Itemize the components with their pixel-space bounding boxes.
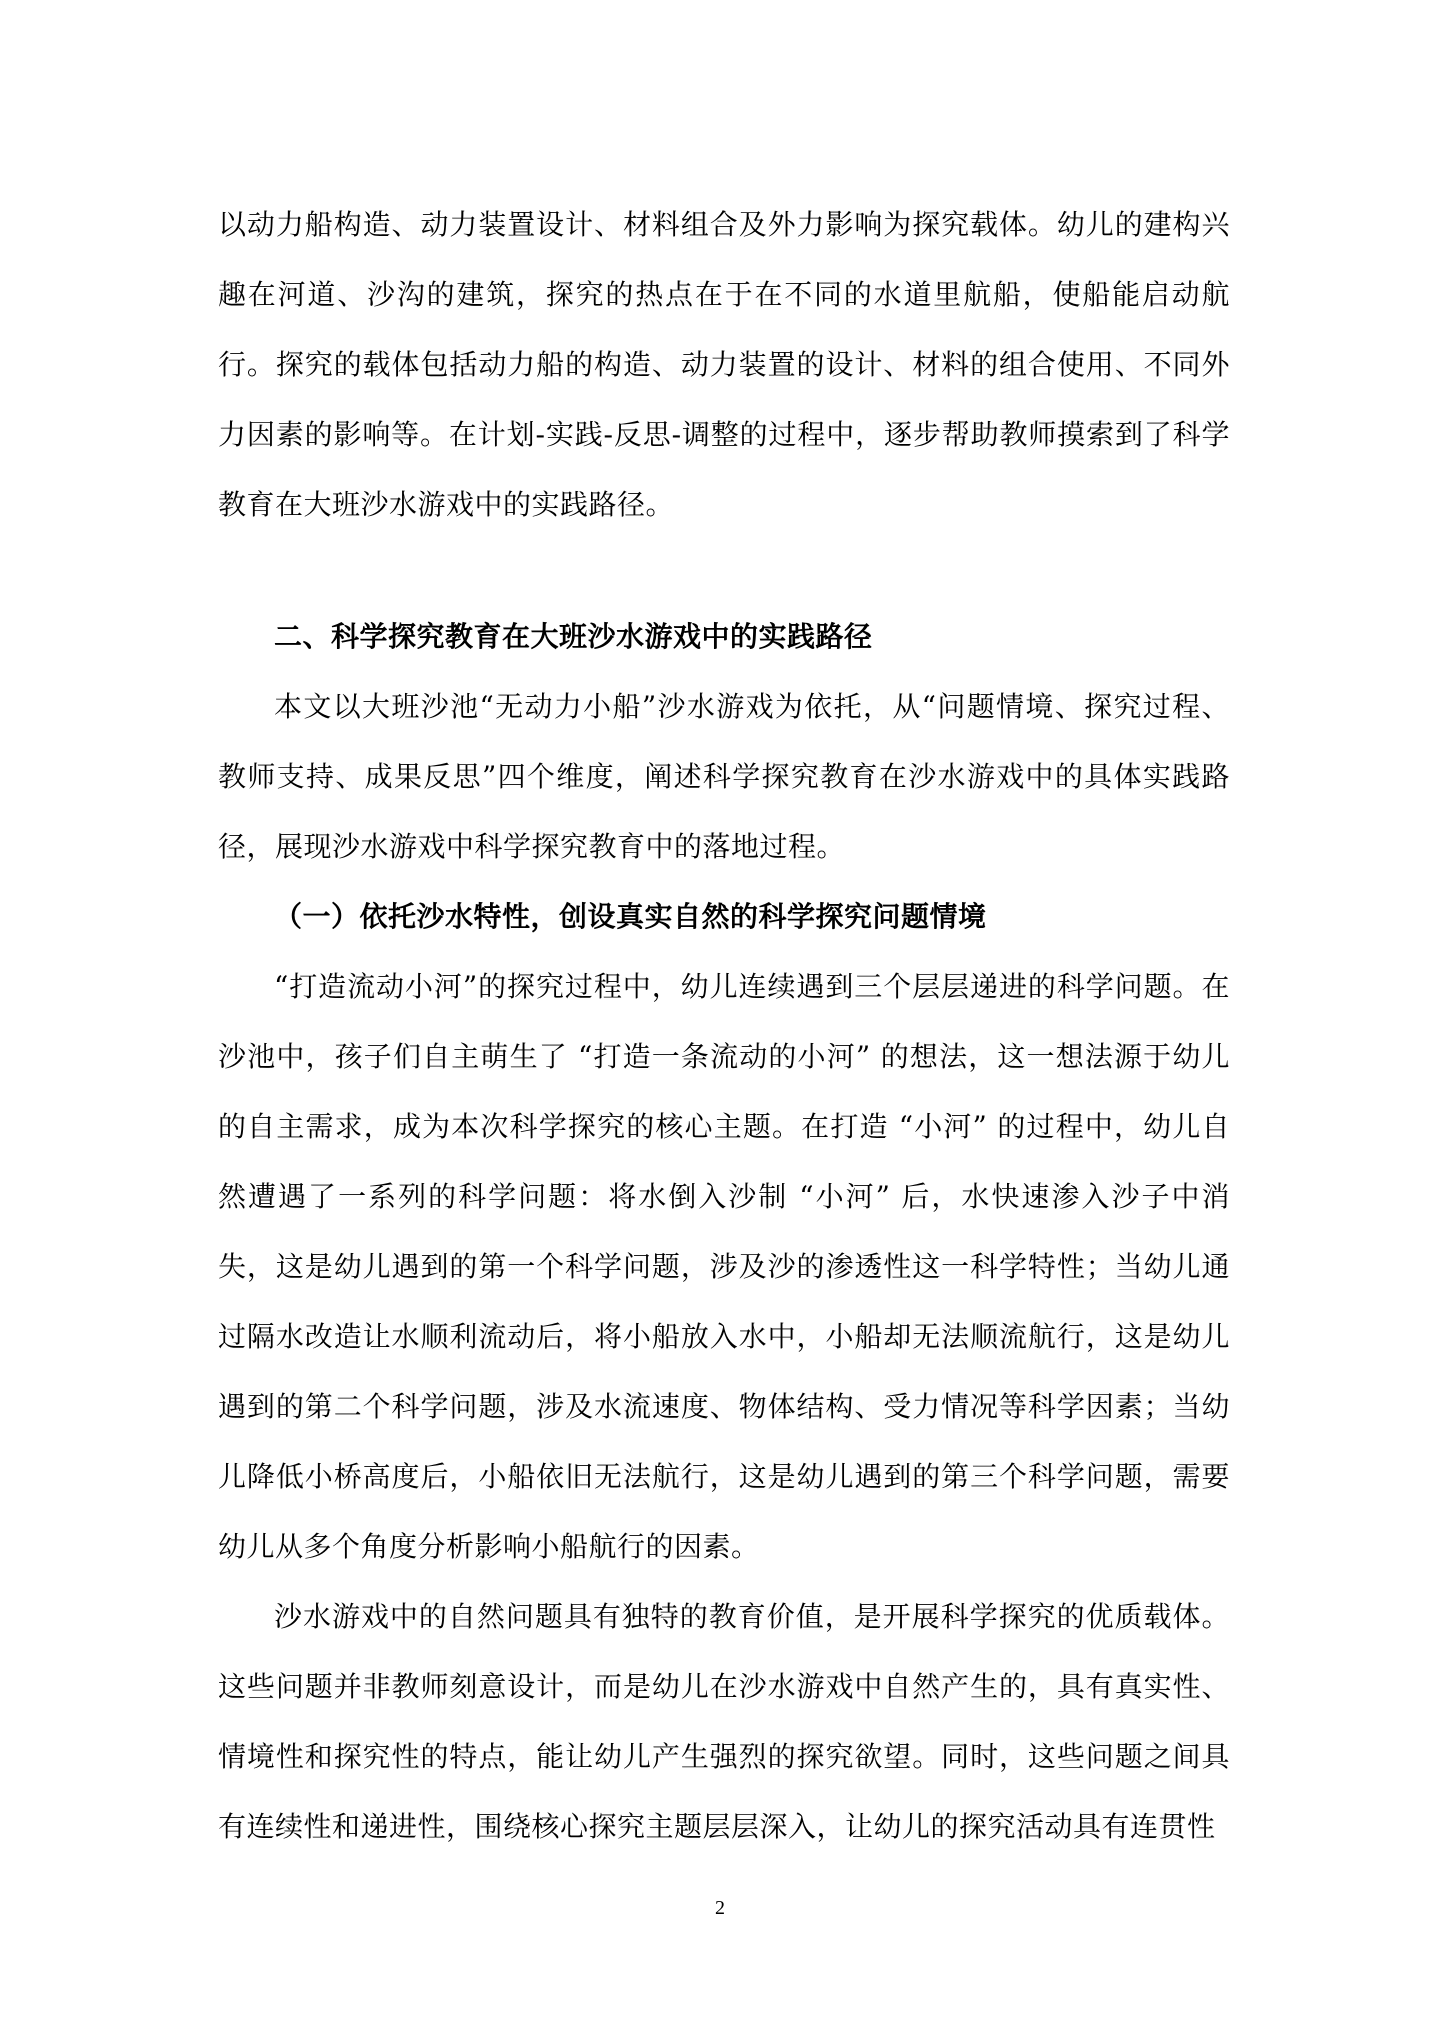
section-two-heading: 二、科学探究教育在大班沙水游戏中的实践路径 [274, 620, 873, 653]
subsection-one-paragraph-1: “打造流动小河”的探究过程中，幼儿连续遇到三个层层递进的科学问题。在沙池中，孩子们自主萌生了 “打造一条流动的小河” 的想法，这一想法源于幼儿的自主需求，成为本次科学探究的核心主题。在打造 “小河” 的过程中，幼儿自然遭遇了一系列的科学问题：将水倒入沙制 “小河” 后，水快速渗入沙子中消失，这是幼儿遇到的第一个科学问题，涉及沙的渗透性这一科学特性；当幼儿通过隔水改造让水顺利流动后，将小船放入水中，小船却无法顺流航行，这是幼儿遇到的第二个科学问题，涉及水流速度、物体结构、受力情况等科学因素；当幼儿降低小桥高度后，小船依旧无法航行，这是幼儿遇到的第三个科学问题，需要幼儿从多个角度分析影响小船航行的因素。 [218, 970, 1230, 1563]
intro-paragraph: 以动力船构造、动力装置设计、材料组合及外力影响为探究载体。幼儿的建构兴趣在河道、沙沟的建筑，探究的热点在于在不同的水道里航船，使船能启动航行。探究的载体包括动力船的构造、动力装置的设计、材料的组合使用、不同外力因素的影响等。在计划-实践-反思-调整的过程中，逐步帮助教师摸索到了科学教育在大班沙水游戏中的实践路径。 [218, 208, 1230, 521]
subsection-one-heading: （一）依托沙水特性，创设真实自然的科学探究问题情境 [274, 900, 987, 933]
subsection-one-paragraph-2: 沙水游戏中的自然问题具有独特的教育价值，是开展科学探究的优质载体。这些问题并非教师刻意设计，而是幼儿在沙水游戏中自然产生的，具有真实性、情境性和探究性的特点，能让幼儿产生强烈的探究欲望。同时，这些问题之间具有连续性和递进性，围绕核心探究主题层层深入，让幼儿的探究活动具有连贯性 [218, 1600, 1230, 1843]
page-number: 2 [715, 1897, 725, 1919]
document-page [218, 190, 1230, 1862]
section-two-paragraph: 本文以大班沙池“无动力小船”沙水游戏为依托，从“问题情境、探究过程、教师支持、成果反思”四个维度，阐述科学探究教育在沙水游戏中的具体实践路径，展现沙水游戏中科学探究教育中的落地过程。 [218, 690, 1230, 863]
